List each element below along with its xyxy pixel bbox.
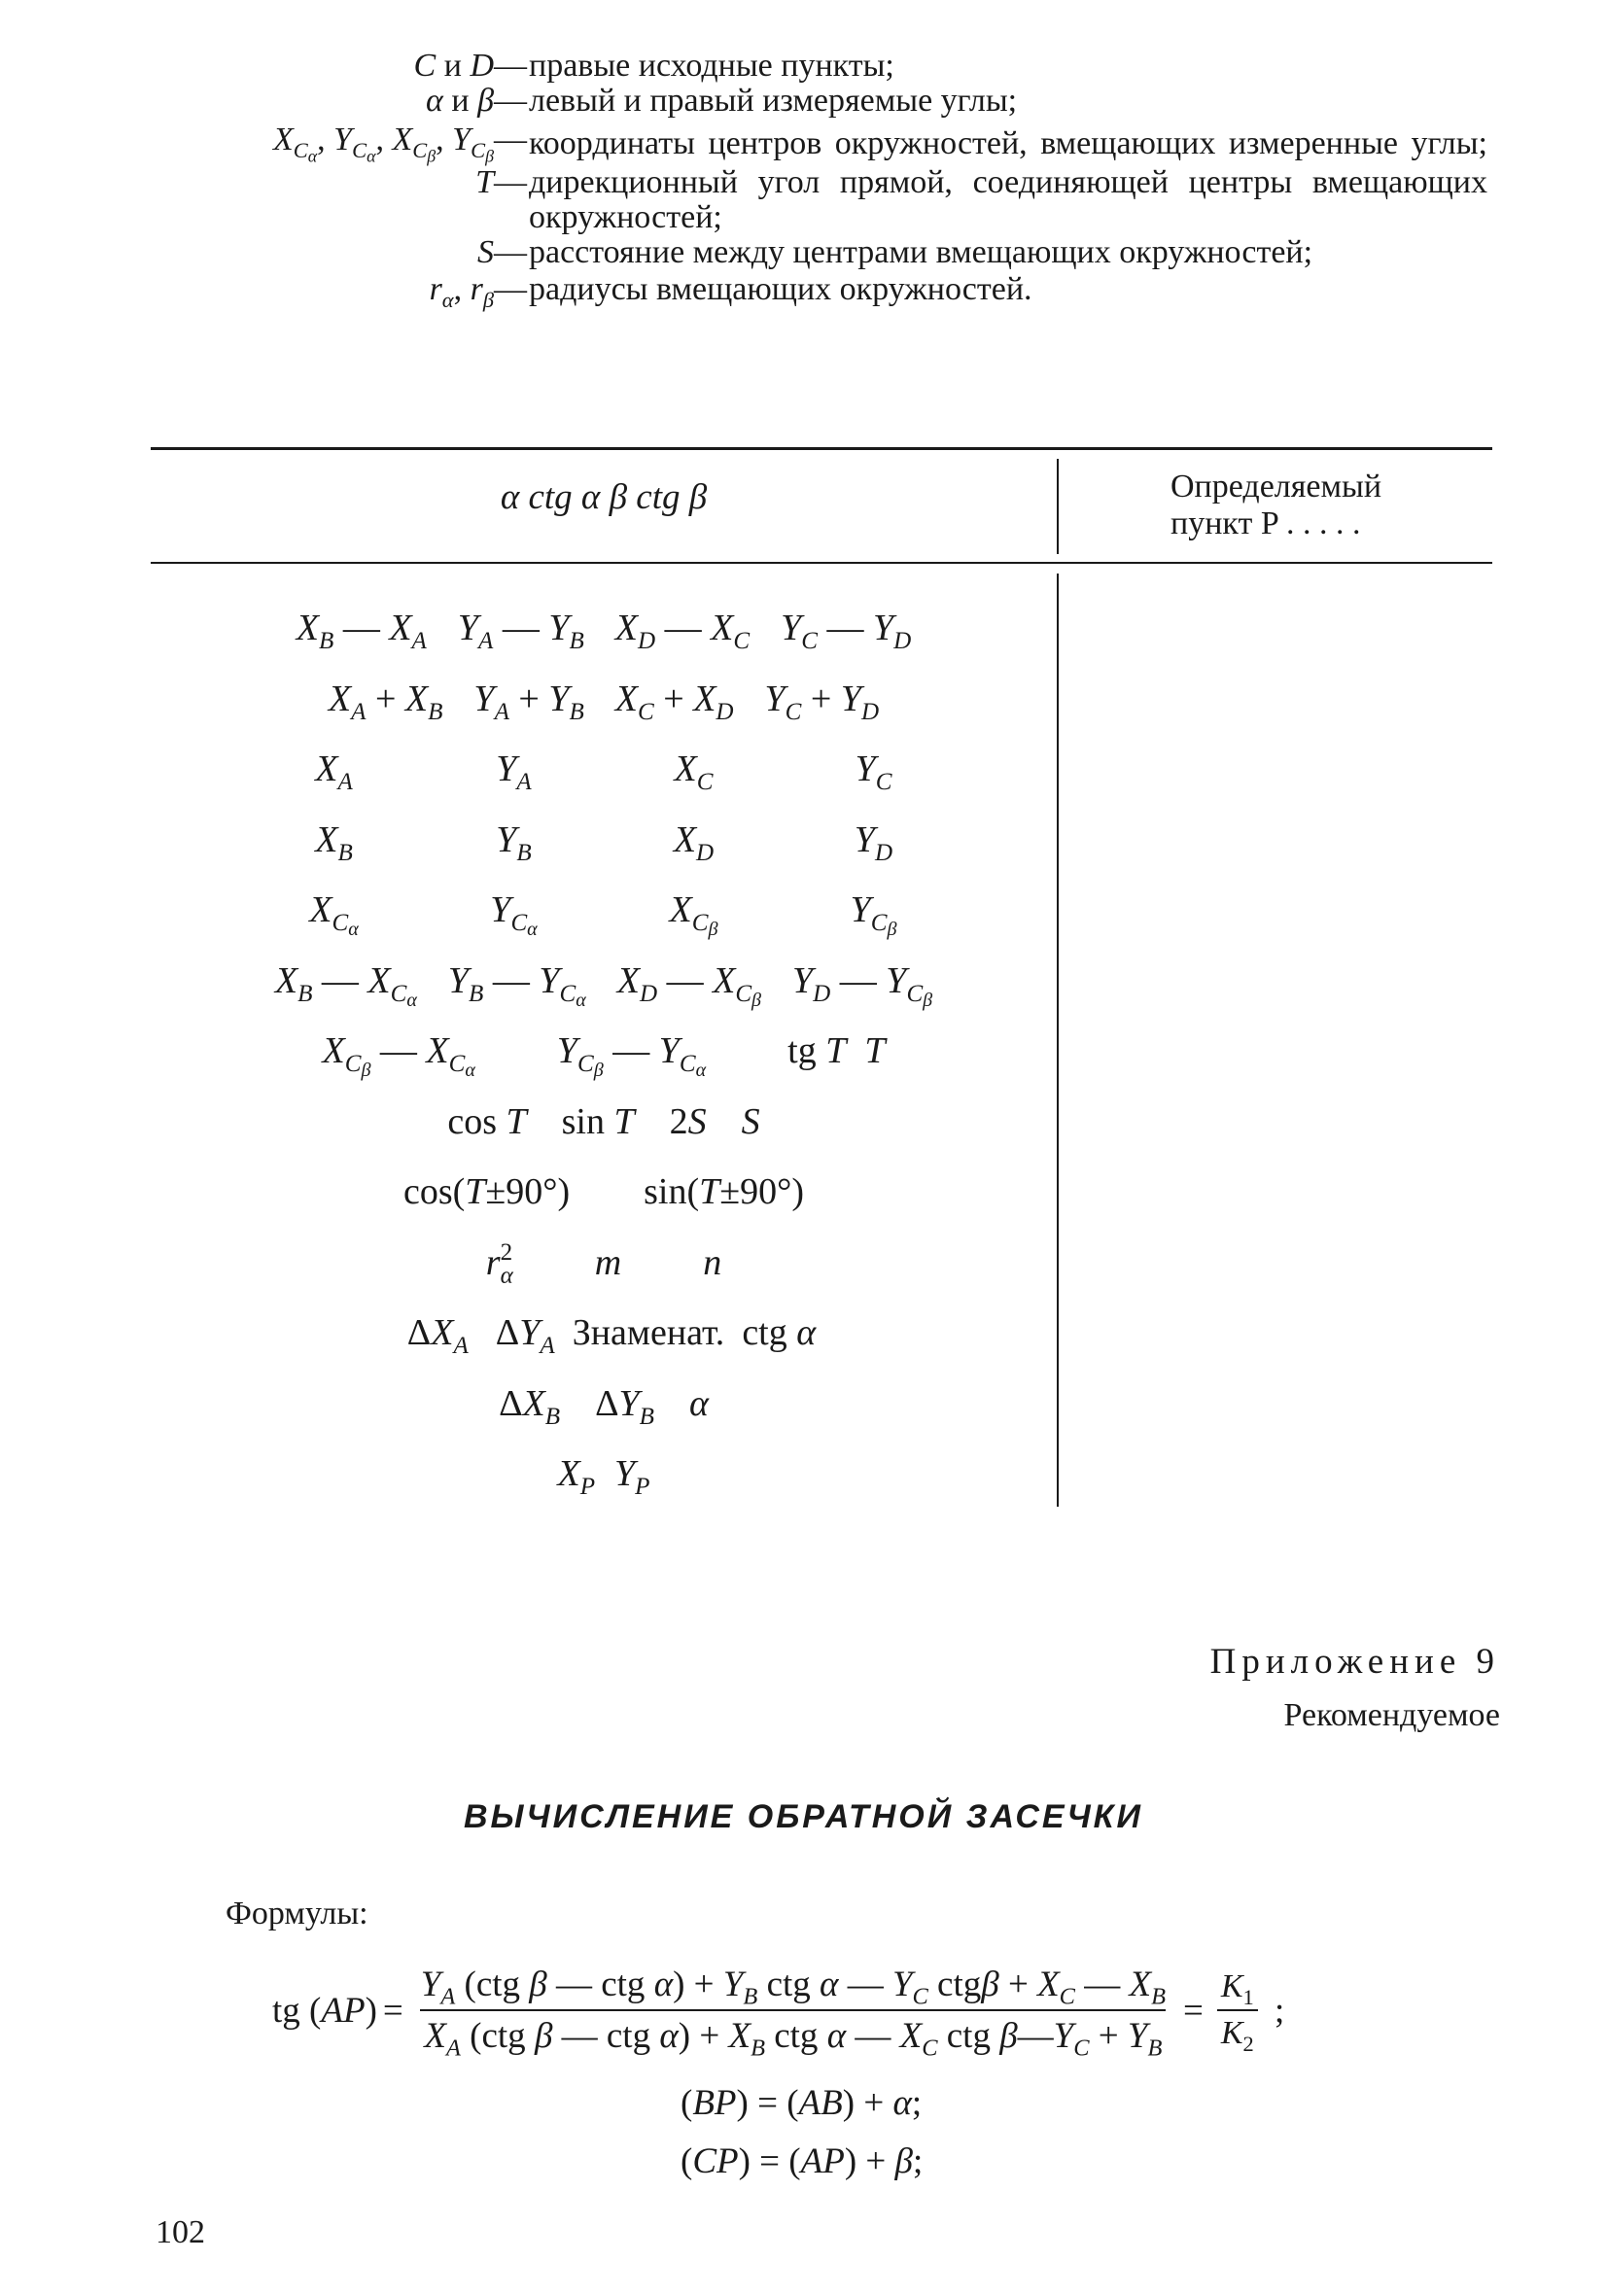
table-row: $X_{C_\beta}$ — $X_{C_\alpha}$ $Y_{C_\beta}$ — $Y_{C_\alpha}$ tg T T [322,1030,886,1082]
legend-symbol: $r_\alpha$, $r_\beta$ [429,271,494,312]
legend-row: $X_{C_\alpha}$, $Y_{C_\alpha}$, $X_{C_\beta}$, $Y_{C_\beta}$ — координаты центров окружностей, вмещающих измеренные углы; [273,122,1487,166]
table-row: $r^2_\alpha$ m n [485,1238,722,1289]
legend-definition: радиусы вмещающих окружностей. [529,271,1032,307]
table-header-left: α ctg α β ctg β [500,477,708,517]
formula-bp: (BP) = (AB) + α; [681,2083,923,2123]
legend-definition: расстояние между центрами вмещающих окружностей; [529,234,1313,270]
ctg-label: ctg [742,1312,787,1354]
tg-label: tg [787,1030,817,1072]
legend-row: α и β — левый и правый измеряемые углы; [233,84,1487,119]
header-right-line2: пункт P . . . . . [1170,505,1361,541]
formula-tg-ap: tg (AP) = $\frac{Y_A (ctg \beta — ctg \alpha) + Y_B ctg \alpha — Y_C ctg\beta + X_C — X_B}{X_A (ctg \beta — ctg \alpha) + X_B ctg \alpha — X_C ctg \beta—Y_C + Y_B}$ = $\frac{K_1}{K_2}$ ; [272,1965,1285,2062]
table-body [151,593,1057,1510]
cos-label: cos [447,1100,497,1142]
table-row: $X_P$ $Y_P$ [557,1453,650,1501]
header-right-line1: Определяемый [1170,469,1382,504]
legend-symbol: $X_{C_\alpha}$, $Y_{C_\alpha}$, $X_{C_\beta}$, $Y_{C_\beta}$ [273,122,494,166]
table-row: $\Delta X_A$ $\Delta Y_A$ Знаменат. ctg α [406,1312,817,1360]
angle-90: 90° [740,1171,792,1213]
table-row: $X_A$ $Y_A$ $X_C$ $Y_C$ [315,748,892,796]
page-number: 102 [156,2214,205,2250]
znamenat-label: Знаменат. [572,1312,725,1354]
table-header-rule [151,562,1492,564]
legend-row: T — дирекционный угол прямой, соединяющей центры вмещающих окружностей; [475,164,1487,235]
symbol-legend [233,48,1487,312]
table-row: $X_B$ $Y_B$ $X_D$ $Y_D$ [315,818,893,866]
table-row: cos(T±90°) sin(T±90°) [402,1171,805,1213]
table-body-divider [1057,574,1059,1507]
table-row: $X_B$ — $X_A$ $Y_A$ — $Y_B$ $X_D$ — $X_C$ $Y_C$ — $Y_D$ [296,608,912,655]
cos-label: cos [402,1171,453,1213]
k-fraction: $\frac{K_1}{K_2}$ [1217,1968,1258,2052]
table-row: cos T sin T 2S S [447,1100,760,1142]
angle-90: 90° [506,1171,558,1213]
table-row: $X_B$ — $X_{C_\alpha}$ $Y_B$ — $Y_{C_\alpha}$ $X_D$ — $X_{C_\beta}$ $Y_D$ — $Y_{C_\beta}$ [274,959,933,1011]
table-row: $X_A + X_B$ $Y_A + Y_B$ $X_C + X_D$ $Y_C + Y_D$ [328,678,880,725]
legend-symbol: S [477,234,494,270]
section-title: ВЫЧИСЛЕНИЕ ОБРАТНОЙ ЗАСЕЧКИ [463,1798,1143,1835]
table-header-right [1170,469,1381,542]
table-top-rule [151,447,1492,450]
table-row: $X_{C_\alpha}$ $Y_{C_\alpha}$ $X_{C_\beta}$ $Y_{C_\beta}$ [309,889,897,941]
legend-symbol: T [475,164,494,200]
legend-definition: правые исходные пункты; [529,48,894,84]
formulas-label: Формулы: [226,1896,368,1931]
legend-symbol: C и D [413,48,494,84]
appendix-status: Рекомендуемое [1283,1697,1500,1733]
table-row: $\Delta X_B$ $\Delta Y_B$ α [499,1382,709,1430]
formula-cp: (CP) = (AP) + β; [681,2141,924,2181]
appendix-label: Приложение 9 [1209,1642,1500,1682]
sin-label: sin [644,1171,687,1213]
legend-symbol: α и β [426,83,494,119]
main-fraction: $\frac{Y_A (ctg \beta — ctg \alpha) + Y_B ctg \alpha — Y_C ctg\beta + X_C — X_B}{X_A (ctg \beta — ctg \alpha) + X_B ctg \alpha — X_C ctg \beta—Y_C + Y_B}$ [420,1965,1166,2062]
legend-row: $r_\alpha$, $r_\beta$ — радиусы вмещающих окружностей. [233,272,1487,307]
table-header-divider [1057,459,1059,554]
legend-row: C и D — правые исходные пункты; [233,49,1487,84]
sin-label: sin [561,1100,605,1142]
legend-row: S — расстояние между центрами вмещающих окружностей; [233,235,1487,270]
legend-definition: дирекционный угол прямой, соединяющей центры вмещающих окружностей; [529,164,1487,235]
legend-definition: левый и правый измеряемые углы; [529,83,1018,119]
legend-definition: координаты центров окружностей, вмещающих измеренные углы; [529,125,1487,161]
